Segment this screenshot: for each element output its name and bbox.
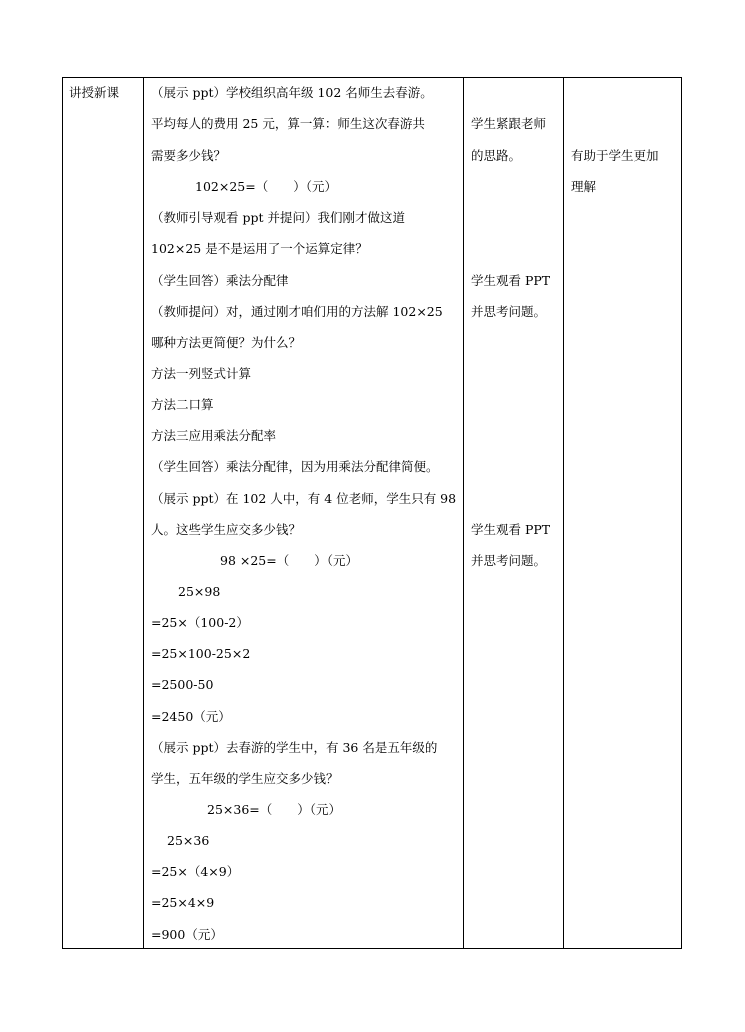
content-line: （教师提问）对，通过刚才咱们用的方法解 102×25 [151, 304, 443, 319]
content-line: =900（元） [151, 927, 223, 942]
content-line: 平均每人的费用 25 元，算一算：师生这次春游共 [151, 116, 425, 131]
content-line: 需要多少钱？ [151, 148, 227, 163]
content-line: 哪种方法更简便？为什么？ [151, 335, 302, 350]
content-line: 102×25 是不是运用了一个运算定律？ [151, 241, 368, 256]
intent-line: 理解 [571, 179, 597, 194]
activity-line: 并思考问题。 [471, 304, 547, 319]
content-line: （展示 ppt）学校组织高年级 102 名师生去春游。 [151, 85, 433, 100]
content-line: =2450（元） [151, 709, 231, 724]
intent-line: 有助于学生更加 [571, 148, 659, 163]
content-line: 方法一列竖式计算 [151, 366, 252, 381]
content-line: （学生回答）乘法分配律，因为用乘法分配律简便。 [151, 459, 439, 474]
content-line: 人。这些学生应交多少钱？ [151, 522, 302, 537]
content-line: 学生，五年级的学生应交多少钱？ [151, 771, 339, 786]
activity-line: 学生紧跟老师 [471, 116, 547, 131]
column-divider [143, 78, 144, 948]
content-line: =25×（4×9） [151, 864, 240, 879]
content-line: （展示 ppt）去春游的学生中，有 36 名是五年级的 [151, 740, 438, 755]
content-line: =25×（100-2） [151, 615, 249, 630]
activity-line: 并思考问题。 [471, 553, 547, 568]
content-line: 102×25=（ ）（元） [195, 179, 337, 194]
lesson-plan-table [62, 77, 682, 949]
content-line: 25×36=（ ）（元） [207, 802, 342, 817]
activity-line: 学生观看 PPT [471, 273, 551, 288]
content-line: =2500-50 [151, 677, 214, 692]
column-divider [463, 78, 464, 948]
content-line: （教师引导观看 ppt 并提问）我们刚才做这道 [151, 210, 405, 225]
content-line: 25×98 [178, 584, 221, 599]
content-line: =25×100-25×2 [151, 646, 251, 661]
content-line: 98 ×25=（ ）（元） [220, 553, 358, 568]
activity-line: 的思路。 [471, 148, 522, 163]
content-line: 方法三应用乘法分配率 [151, 428, 277, 443]
content-line: （学生回答）乘法分配律 [151, 273, 289, 288]
section-label: 讲授新课 [69, 85, 120, 100]
content-line: 25×36 [167, 833, 210, 848]
content-line: 方法二口算 [151, 397, 214, 412]
content-line: （展示 ppt）在 102 人中，有 4 位老师，学生只有 98 [151, 491, 457, 506]
content-line: =25×4×9 [151, 895, 215, 910]
column-divider [563, 78, 564, 948]
activity-line: 学生观看 PPT [471, 522, 551, 537]
